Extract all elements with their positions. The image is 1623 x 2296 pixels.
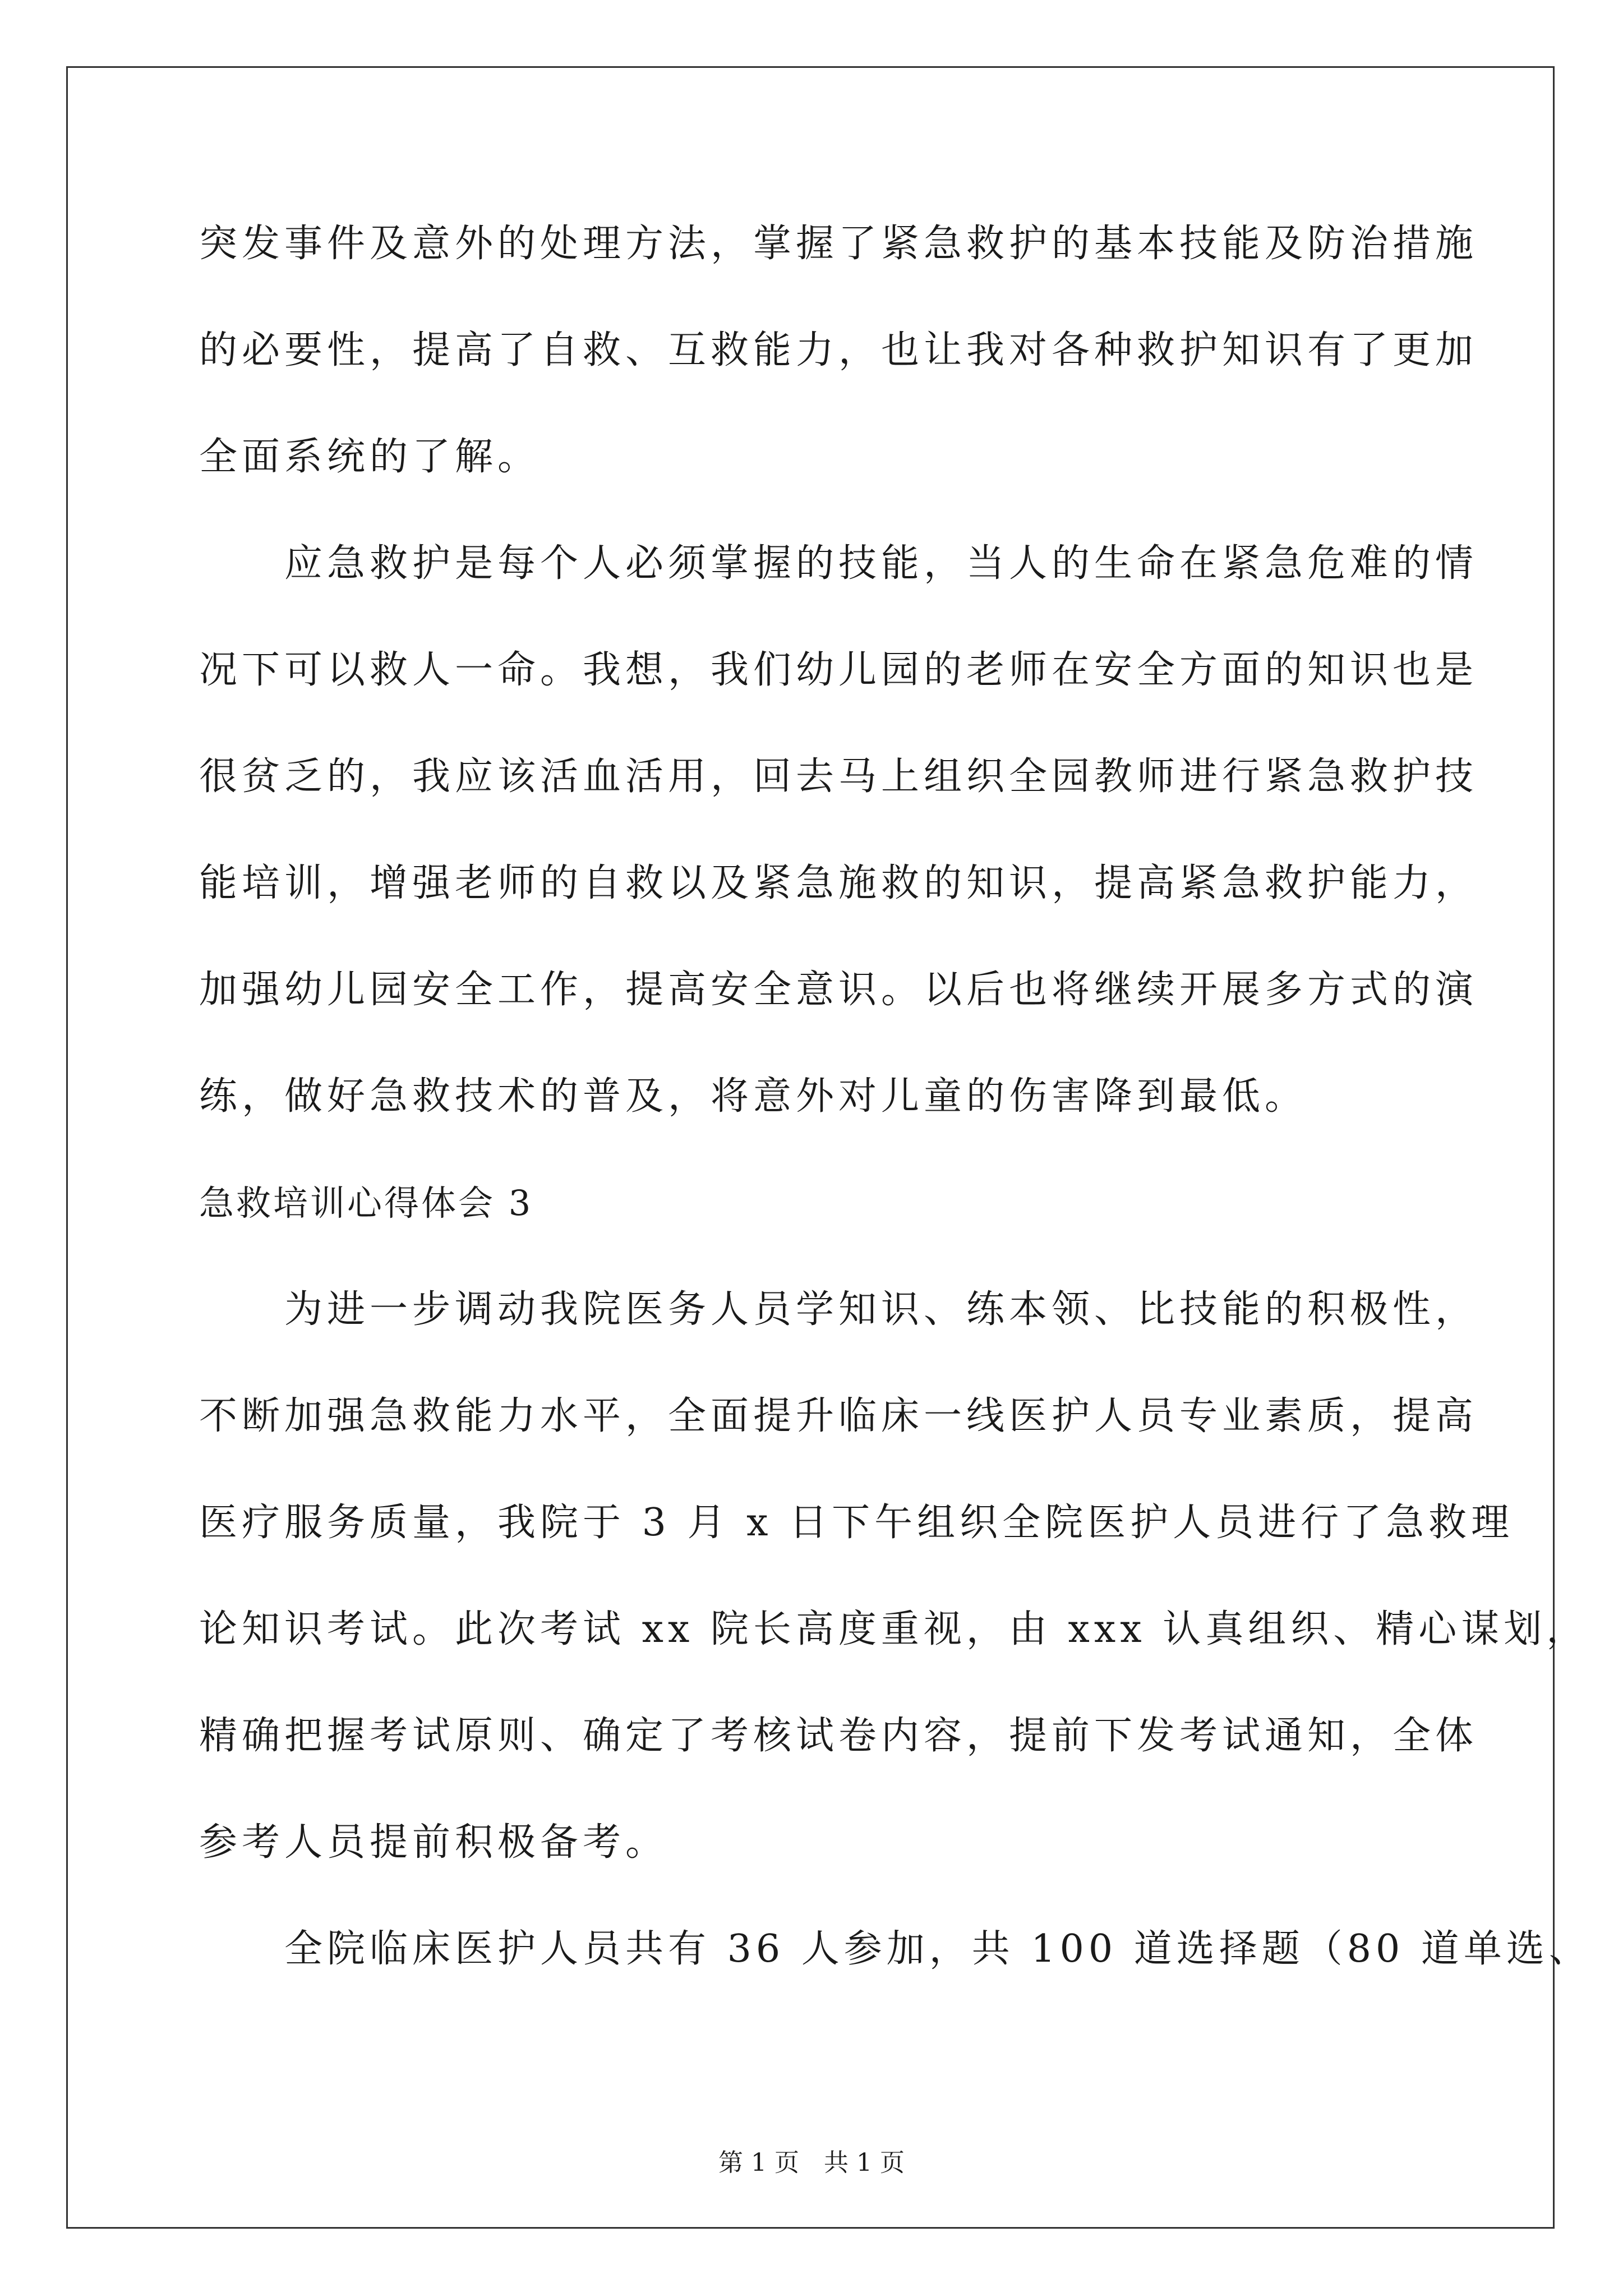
text-line: 能培训，增强老师的自救以及紧急施救的知识，提高紧急救护能力，	[199, 861, 1478, 905]
page-number-footer: 第 1 页 共 1 页	[718, 2148, 905, 2177]
text-line: 精确把握考试原则、确定了考核试卷内容，提前下发考试通知，全体	[199, 1714, 1478, 1758]
text-line: 况下可以救人一命。我想，我们幼儿园的老师在安全方面的知识也是	[199, 648, 1478, 692]
text-line: 的必要性，提高了自救、互救能力，也让我对各种救护知识有了更加	[199, 328, 1478, 372]
text-line: 突发事件及意外的处理方法，掌握了紧急救护的基本技能及防治措施	[199, 222, 1478, 266]
text-line: 为进一步调动我院医务人员学知识、练本领、比技能的积极性，	[199, 1287, 1478, 1332]
text-line: 医疗服务质量，我院于 3 月 x 日下午组织全院医护人员进行了急救理	[199, 1501, 1514, 1545]
text-line: 参考人员提前积极备考。	[199, 1820, 668, 1865]
text-line: 论知识考试。此次考试 xx 院长高度重视，由 xxx 认真组织、精心谋划，	[199, 1607, 1589, 1651]
text-line: 不断加强急救能力水平，全面提升临床一线医护人员专业素质，提高	[199, 1394, 1478, 1438]
text-line: 练，做好急救技术的普及，将意外对儿童的伤害降到最低。	[199, 1074, 1308, 1119]
section-heading: 急救培训心得体会 3	[199, 1182, 533, 1223]
text-line: 全院临床医护人员共有 36 人参加，共 100 道选择题（80 道单选、	[199, 1927, 1592, 1971]
text-line: 很贫乏的，我应该活血活用，回去马上组织全园教师进行紧急救护技	[199, 754, 1478, 799]
page-border	[66, 66, 1555, 2229]
text-line: 应急救护是每个人必须掌握的技能，当人的生命在紧急危难的情	[199, 541, 1478, 586]
text-line: 加强幼儿园安全工作，提高安全意识。以后也将继续开展多方式的演	[199, 968, 1478, 1012]
text-line: 全面系统的了解。	[199, 435, 541, 479]
